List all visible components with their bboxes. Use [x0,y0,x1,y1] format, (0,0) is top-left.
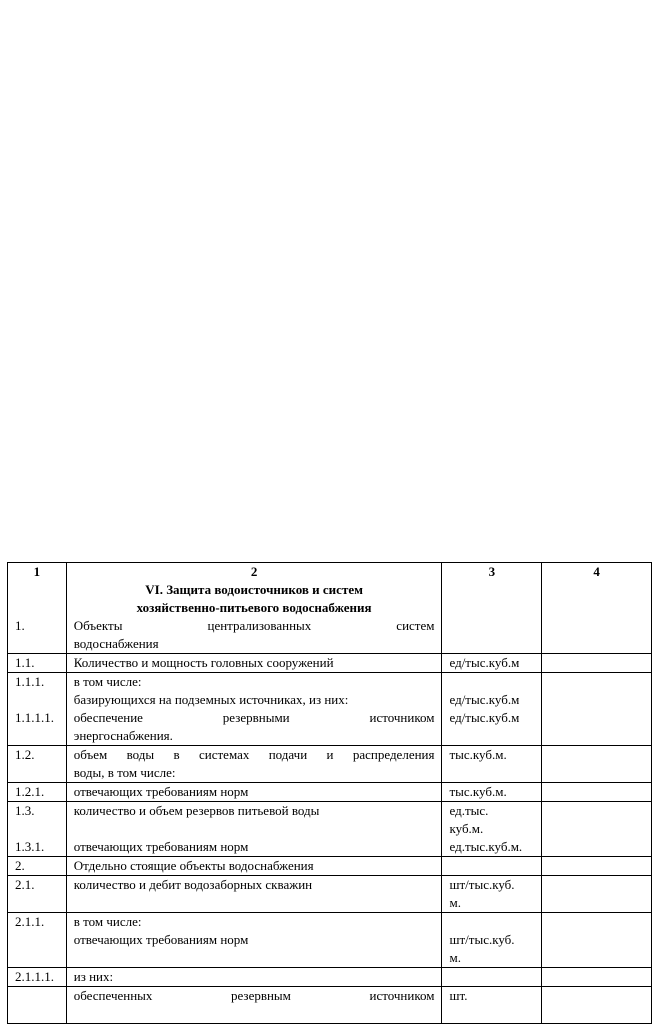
row-unit: шт/тыс.куб. м. [442,913,542,968]
table-row [8,857,652,876]
row-unit [442,968,542,987]
row-unit: ед/тыс.куб.м ед/тыс.куб.м [442,673,542,746]
section-name-line1: Объекты централизованных систем [73,618,435,633]
section-number: 1. [15,618,25,633]
section-name-line2: водоснабжения [73,636,159,651]
row-number: 1.1.1. 1.1.1.1. [8,673,67,746]
table-row [8,876,652,913]
row-value [542,857,652,876]
row-value [542,746,652,783]
table-row [8,654,652,673]
row-value [542,913,652,968]
table-row [8,913,652,968]
row-unit [442,857,542,876]
row-name: обеспеченных резервным источником [66,987,442,1024]
row-value [542,987,652,1024]
table-header-row [8,563,652,654]
row-number: 2.1.1.1. [8,968,67,987]
row-number: 1.3. 1.3.1. [8,802,67,857]
table-row [8,802,652,857]
row-number: 1.2. [8,746,67,783]
row-value [542,783,652,802]
row-name: объем воды в системах подачи и распределения воды, в том числе: [66,746,442,783]
table-row [8,783,652,802]
row-value [542,968,652,987]
row-unit: тыс.куб.м. [442,783,542,802]
row-value [542,654,652,673]
row-number: 1.1. [8,654,67,673]
header-col-2: 2 VI. Защита водоисточников и систем хозяйственно-питьевого водоснабжения Объекты централизованных систем водоснабжения [66,563,442,654]
row-name: количество и объем резервов питьевой воды отвечающих требованиям норм [66,802,442,857]
row-unit: шт/тыс.куб. м. [442,876,542,913]
row-name: в том числе: базирующихся на подземных источниках, из них: обеспечение резервными источником энергоснабжения. [66,673,442,746]
row-name: отвечающих требованиям норм [66,783,442,802]
header-col-1: 1 1. [8,563,67,654]
section-title-line2: хозяйственно-питьевого водоснабжения [136,600,372,615]
header-col-4: 4 [542,563,652,654]
row-unit: тыс.куб.м. [442,746,542,783]
row-name: в том числе: отвечающих требованиям норм [66,913,442,968]
table-row [8,987,652,1024]
row-number: 2. [8,857,67,876]
section-title-line1: VI. Защита водоисточников и систем [145,582,363,597]
row-unit: ед/тыс.куб.м [442,654,542,673]
row-name: Количество и мощность головных сооружений [66,654,442,673]
row-unit: ед.тыс. куб.м. ед.тыс.куб.м. [442,802,542,857]
indicators-table [7,562,652,1024]
header-col-3: 3 [442,563,542,654]
row-name: количество и дебит водозаборных скважин [66,876,442,913]
row-number: 2.1.1. [8,913,67,968]
row-name: Отдельно стоящие объекты водоснабжения [66,857,442,876]
row-number: 1.2.1. [8,783,67,802]
row-number: 2.1. [8,876,67,913]
row-value [542,876,652,913]
table-row [8,746,652,783]
table-row [8,673,652,746]
row-unit: шт. [442,987,542,1024]
row-name: из них: [66,968,442,987]
row-value [542,673,652,746]
table-row [8,968,652,987]
row-value [542,802,652,857]
row-number [8,987,67,1024]
